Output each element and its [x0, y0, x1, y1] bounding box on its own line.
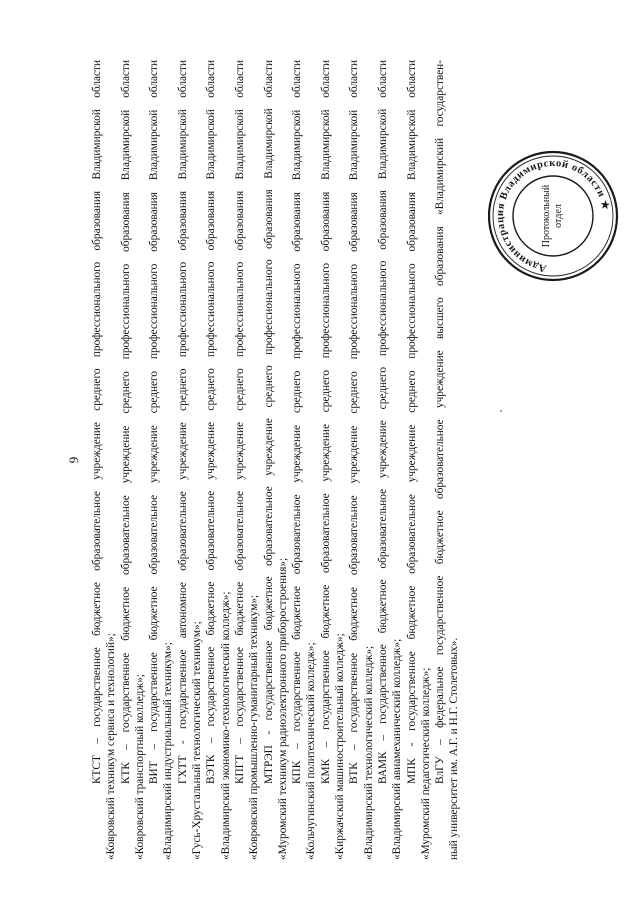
rotated-content	[60, 60, 480, 860]
entry-definition-line: КПГТ – государственное бюджетное образовательное учреждение среднего профессионального образования Владимирской области	[233, 60, 246, 784]
entry-definition-line: КТК – государственное бюджетное образовательное учреждение среднего профессионального образования Владимирской области	[119, 60, 132, 784]
entry-definition-line: ВЭТК – государственное бюджетное образовательное учреждение среднего профессионального образования Владимирской области	[205, 60, 218, 784]
entry-definition-line: МТРЭП - государственное бюджетное образовательное учреждение среднего профессионального образования Владимирской области	[262, 60, 275, 784]
list-item	[433, 60, 462, 860]
list-item	[90, 60, 119, 860]
list-item	[290, 60, 319, 860]
entry-institution-name: «Киржачский машиностроительный колледж»;	[334, 633, 347, 860]
entry-institution-name: «Кольчугинский политехнический колледж»;	[305, 642, 318, 860]
list-item	[405, 60, 434, 860]
entry-definition-line: МПК - государственное бюджетное образовательное учреждение среднего профессионального образования Владимирской области	[405, 60, 418, 784]
list-item	[176, 60, 205, 860]
entry-definition-line: ГХТТ - государственное автономное образовательное учреждение среднего профессионального образования Владимирской области	[176, 60, 189, 784]
entry-definition-line: ВАМК – государственное бюджетное образовательное учреждение среднего профессионального образования Владимирской области	[376, 60, 389, 784]
entry-institution-name: «Ковровский промышленно-гуманитарный техникум»;	[248, 594, 261, 860]
entry-institution-name: «Гусь-Хрустальный технологический техникум»;	[191, 621, 204, 860]
stamp-center-text	[541, 185, 565, 248]
entry-definition-line: КТСТ – государственное бюджетное образовательное учреждение среднего профессионального образования Владимирской области	[91, 60, 103, 784]
official-stamp	[485, 148, 621, 284]
stamp-center-line1: Протокольный	[541, 184, 552, 248]
scan-speck	[500, 410, 502, 412]
list-item	[319, 60, 348, 860]
entry-institution-name: «Ковровский транспортный колледж»;	[133, 674, 146, 860]
list-item	[347, 60, 376, 860]
entry-institution-name: «Владимирский авиамеханический колледж»;	[391, 638, 404, 860]
entry-institution-name: «Владимирский экономико-технологический колледж»;	[219, 591, 232, 860]
list-item	[233, 60, 262, 860]
entry-institution-name: «Владимирский технологический колледж»;	[362, 645, 375, 860]
entry-definition-line: КМК – государственное бюджетное образовательное учреждение среднего профессионального образования Владимирской области	[319, 60, 332, 784]
list-item	[204, 60, 233, 860]
abbreviation-list	[90, 60, 462, 860]
entry-institution-name: «Муромский педагогический колледж»;	[419, 667, 432, 860]
entry-institution-name: ный университет им. А.Г. и Н.Г. Столетовых».	[448, 637, 461, 860]
entry-definition-line: ВИТ – государственное бюджетное образовательное учреждение среднего профессионального образования Владимирской области	[148, 60, 161, 784]
entry-definition-line: ВлГУ – федеральное государственное бюджетное образовательное учреждение высшего образования «Владимирский государствен-	[434, 60, 447, 784]
entry-definition-line: КПК – государственное бюджетное образовательное учреждение среднего профессионального образования Владимирской области	[291, 60, 304, 784]
stamp-center-line2: отдел	[553, 204, 564, 228]
list-item	[147, 60, 176, 860]
svg-text:Администрация Владимирской обл: Администрация Владимирской области ★	[494, 157, 611, 274]
entry-institution-name: «Муромский техникум радиоэлектронного приборостроения»;	[276, 557, 289, 860]
list-item	[119, 60, 148, 860]
entry-institution-name: «Ковровский техникум сервиса и технологий»;	[105, 633, 118, 860]
list-item	[376, 60, 405, 860]
list-item	[262, 60, 291, 860]
page-number: 9	[66, 456, 81, 464]
entry-institution-name: «Владимирский индустриальный техникум»;	[162, 642, 175, 860]
entry-definition-line: ВТК – государственное бюджетное образовательное учреждение среднего профессионального образования Владимирской области	[348, 60, 361, 784]
